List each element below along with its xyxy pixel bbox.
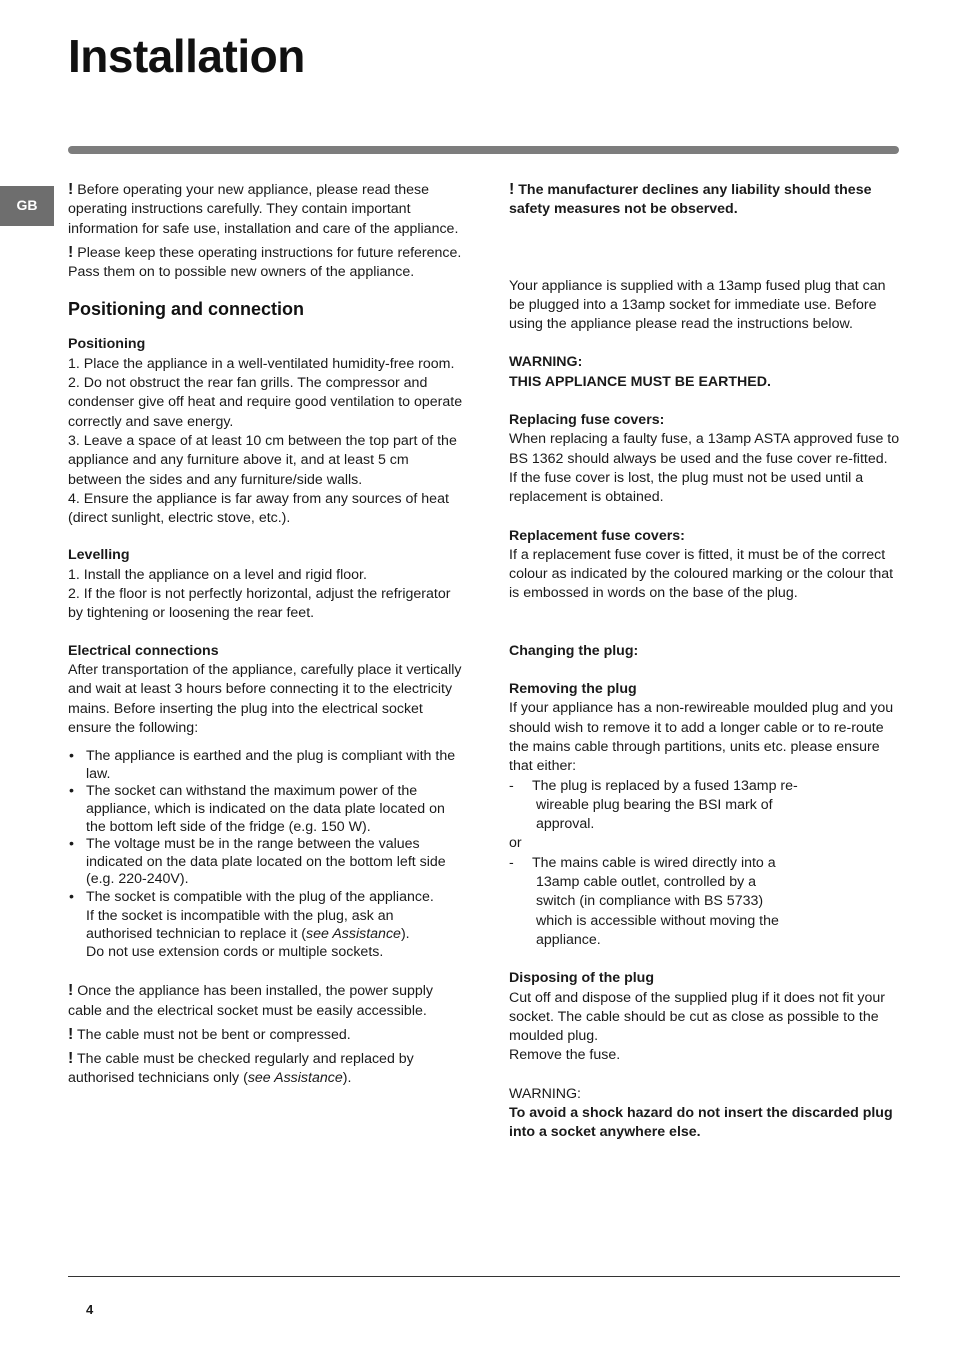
language-tab: GB	[0, 186, 54, 226]
note-paragraph: ! Once the appliance has been installed, the power supply cable and the electrical socket must be easily accessible.	[68, 982, 433, 1019]
page-title: Installation	[68, 30, 305, 82]
replacement-heading: Replacement fuse covers:	[509, 527, 685, 544]
positioning-item: 3. Leave a space of at least 10 cm between the top part of the appliance and any furniture above it, and at least 5 cm between the sides and any furniture/side walls.	[68, 432, 457, 488]
positioning-item: 2. Do not obstruct the rear fan grills. The compressor and condenser give off heat and require good ventilation to operate correctly and save energy.	[68, 375, 463, 430]
electrical-checklist	[68, 748, 463, 961]
list-item: • The socket can withstand the maximum power of the appliance, which is indicated on the data plate located on the bottom left side of the fridge (e.g. 150 W).	[68, 783, 463, 836]
warning-mark: !	[68, 982, 74, 1000]
replacement-text: If a replacement fuse cover is fitted, it must be of the correct colour as indicated by the coloured marking or the colour that is embossed in words on the base of the plug.	[509, 546, 894, 602]
removing-heading: Removing the plug	[509, 681, 637, 698]
warning-mark: !	[68, 243, 74, 261]
list-item: • The socket is compatible with the plug of the appliance. If the socket is incompatible with the plug, ask an authorised technician to replace it (see Assistance). Do not use extension cords or multiple sockets.	[68, 889, 463, 961]
removing-text: If your appliance has a non-rewireable moulded plug and you should wish to remove it to add a longer cable or to re-route the mains cable through partitions, units etc. please ensure that either:	[509, 700, 894, 775]
header-rule	[68, 146, 899, 154]
warning-mark: !	[68, 1050, 74, 1068]
levelling-heading: Levelling	[68, 547, 130, 564]
levelling-item: 2. If the floor is not perfectly horizontal, adjust the refrigerator by tightening or loosening the rear feet.	[68, 586, 451, 622]
option-item: - The mains cable is wired directly into a 13amp cable outlet, controlled by a switch (in compliance with BS 5733) which is accessible without moving the appliance.	[509, 854, 779, 948]
option-item: - The plug is replaced by a fused 13amp re- wireable plug bearing the BSI mark of approval.	[509, 777, 798, 833]
liability-notice: ! The manufacturer declines any liability should these safety measures not be observed.	[509, 181, 872, 218]
disposing-text: Cut off and dispose of the supplied plug if it does not fit your socket. The cable should be cut as close as possible to the moulded plug.	[509, 989, 885, 1045]
final-warning-text: To avoid a shock hazard do not insert the discarded plug into a socket anywhere else.	[509, 1104, 893, 1141]
intro-paragraph-2: ! Please keep these operating instructions for future reference. Pass them on to possible new owners of the appliance.	[68, 243, 462, 281]
disposing-heading: Disposing of the plug	[509, 970, 655, 987]
list-item-continuation: Do not use extension cords or multiple sockets.	[86, 943, 384, 960]
left-column	[68, 180, 463, 1089]
supply-paragraph: Your appliance is supplied with a 13amp fused plug that can be plugged into a 13amp socket for immediate use. Before using the appliance please read the instructions below.	[509, 277, 886, 333]
note-paragraph: ! The cable must be checked regularly and replaced by authorised technicians only (see Assistance).	[68, 1050, 414, 1087]
list-item: • The voltage must be in the range between the values indicated on the data plate located on the bottom left side (e.g. 220-240V).	[68, 836, 463, 889]
final-warning-label: WARNING:	[509, 1085, 581, 1102]
positioning-item: 1. Place the appliance in a well-ventilated humidity-free room.	[68, 355, 455, 372]
footer-rule	[68, 1276, 900, 1277]
positioning-heading: Positioning	[68, 336, 146, 353]
changing-heading: Changing the plug:	[509, 642, 639, 659]
positioning-item: 4. Ensure the appliance is far away from any sources of heat (direct sunlight, electric stove, etc.).	[68, 490, 449, 527]
warning-mark: !	[68, 181, 74, 198]
replacing-text: If the fuse cover is lost, the plug must not be used until a replacement is obtained.	[509, 469, 864, 506]
right-column	[509, 180, 901, 1143]
warning-mark: !	[68, 1025, 74, 1043]
warning-label: WARNING:	[509, 354, 583, 371]
list-item-continuation: If the socket is incompatible with the plug, ask an authorised technician to replace it (see Assistance).	[86, 908, 410, 943]
replacing-heading: Replacing fuse covers:	[509, 412, 665, 429]
option-separator: or	[509, 835, 522, 852]
warning-text: THIS APPLIANCE MUST BE EARTHED.	[509, 373, 771, 390]
section-title: Positioning and connection	[68, 299, 304, 320]
list-item: • The appliance is earthed and the plug is compliant with the law.	[68, 748, 463, 783]
warning-mark: !	[509, 181, 515, 198]
page-number: 4	[86, 1302, 94, 1317]
levelling-item: 1. Install the appliance on a level and rigid floor.	[68, 566, 367, 583]
electrical-intro: After transportation of the appliance, carefully place it vertically and wait at least 3 hours before connecting it to the electricity mains. Before inserting the plug into the electrical socket ensure the following:	[68, 661, 462, 736]
replacing-text: When replacing a faulty fuse, a 13amp ASTA approved fuse to BS 1362 should always be used and the fuse cover re-fitted.	[509, 431, 900, 467]
intro-paragraph-1: ! Before operating your new appliance, please read these operating instructions carefully. They contain important information for safe use, installation and care of the appliance.	[68, 181, 459, 237]
electrical-heading: Electrical connections	[68, 642, 219, 659]
disposing-text: Remove the fuse.	[509, 1047, 621, 1064]
note-paragraph: ! The cable must not be bent or compressed.	[68, 1025, 351, 1043]
